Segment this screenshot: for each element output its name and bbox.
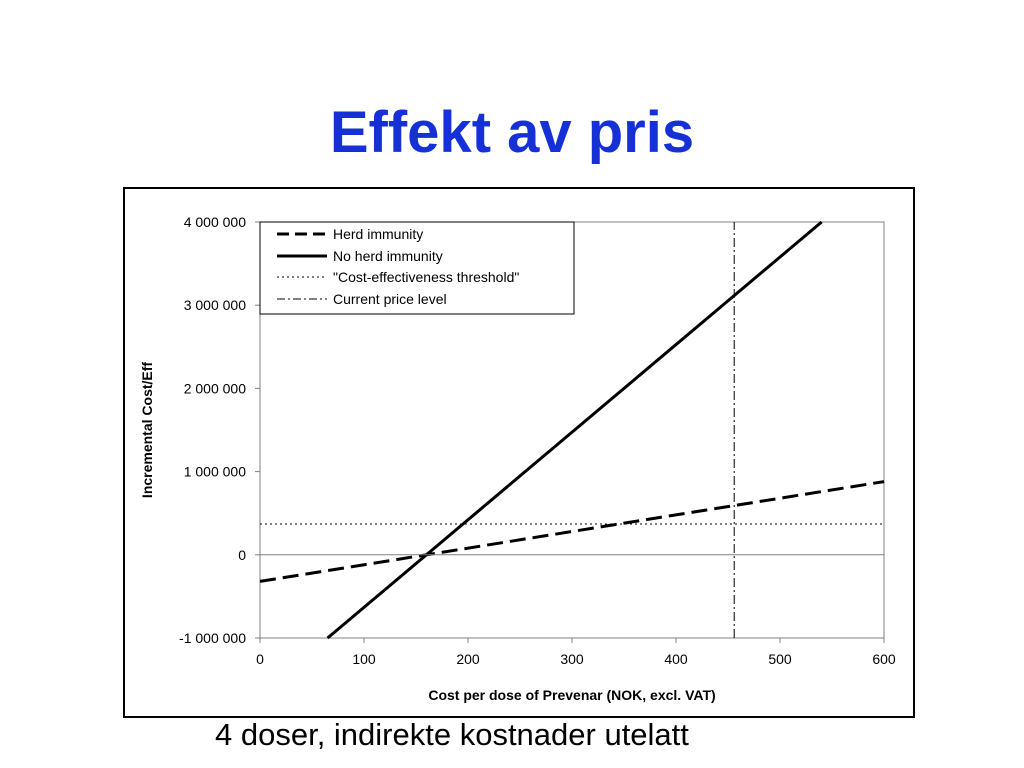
x-tick-label: 100 xyxy=(352,651,376,667)
series-line-0 xyxy=(260,482,884,582)
x-tick-label: 300 xyxy=(560,651,584,667)
slide-title: Effekt av pris xyxy=(329,100,695,165)
y-tick-label: 3 000 000 xyxy=(183,297,246,314)
legend-label-no-herd-immunity: No herd immunity xyxy=(333,248,443,264)
x-tick-label: 0 xyxy=(256,651,264,667)
legend-label-herd-immunity: Herd immunity xyxy=(333,226,424,242)
y-tick-label: -1 000 000 xyxy=(179,630,246,646)
y-axis-title: Incremental Cost/Eff xyxy=(139,361,155,499)
legend xyxy=(260,222,574,314)
x-tick-label: 400 xyxy=(664,651,688,667)
x-tick-label: 500 xyxy=(768,651,792,667)
chart-svg xyxy=(125,189,913,716)
x-tick-label: 600 xyxy=(872,651,896,667)
y-tick-label: 4 000 000 xyxy=(183,214,246,230)
x-axis-title: Cost per dose of Prevenar (NOK, excl. VAT) xyxy=(428,687,716,703)
y-tick-label: 0 xyxy=(238,546,246,563)
legend-label-current-price: Current price level xyxy=(333,291,447,307)
legend-label-threshold: "Cost-effectiveness threshold" xyxy=(333,269,520,285)
slide-caption: 4 doser, indirekte kostnader utelatt xyxy=(215,717,689,752)
y-tick-label: 2 000 000 xyxy=(183,380,246,397)
chart-frame xyxy=(123,187,915,718)
x-tick-label: 200 xyxy=(456,651,480,667)
y-tick-label: 1 000 000 xyxy=(183,463,246,480)
